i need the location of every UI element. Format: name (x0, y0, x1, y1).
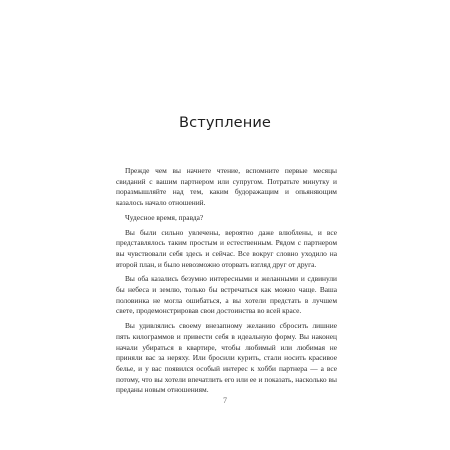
paragraph: Вы оба казались безумно интересными и желанными и сдвинули бы небеса и землю, только бы встречаться как можно чаще. Ваша половинка не могла ошибаться, а вы хотели предстать в лучшем свете, продемонстрировав свои достоинства во всей красе. (116, 274, 337, 316)
paragraph: Чудесное время, правда? (125, 212, 204, 222)
paragraph: Вы были сильно увлечены, вероятно даже влюблены, и все представлялось таким простым и естественным. Рядом с партнером вы чувствовали себя здесь и сейчас. Все вокруг словно уходило на второй план, и было невозможно оторвать взгляд друг от друга. (116, 227, 337, 269)
paragraph: Вы удивлялись своему внезапному желанию сбросить лишние пять килограммов и привести себя в идеальную форму. Вы наконец начали убираться в квартире, чтобы любимый или любимая не приняли вас за неряху. Или бросили курить, стали носить красивое белье, и у вас появился особый интерес к хобби партнера — а все потому, что вы хотели впечатлить его или ее и показать, насколько вы преданы новым отношениям. (116, 321, 337, 395)
paragraph: Прежде чем вы начнете чтение, вспомните первые месяцы свиданий с вашим партнером или супругом. Потратьте минутку и поразмышляйте над тем, каким будоражащим и опьяняющим казалось начало отношений. (116, 166, 337, 208)
page-number: 7 (223, 396, 227, 405)
chapter-title: Вступление (178, 114, 272, 131)
chapter-body (116, 166, 337, 400)
